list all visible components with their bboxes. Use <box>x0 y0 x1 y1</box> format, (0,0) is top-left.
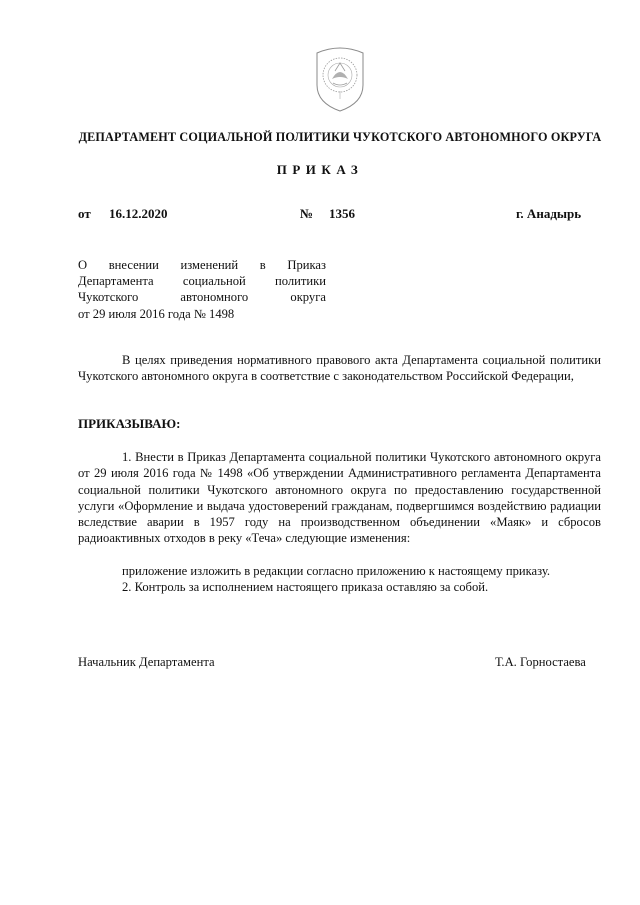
item-2-paragraph: 2. Контроль за исполнением настоящего приказа оставляю за собой. <box>122 580 489 594</box>
subject-line: Чукотского автономного округа <box>78 290 326 305</box>
subject-line: О внесении изменений в Приказ <box>78 258 326 272</box>
subject-line: от 29 июля 2016 года № 1498 <box>78 306 235 321</box>
subject-line: Департамента социальной политики <box>78 274 326 289</box>
preamble-paragraph: В целях приведения нормативного правового акта Департамента социальной политики Чукотского автономного округа в соответствие с законодательством Российской Федерации, <box>78 353 601 384</box>
document-title: ПРИКАЗ <box>276 162 364 177</box>
number-label: № <box>300 206 314 221</box>
signatory-name: Т.А. Горностаева <box>495 655 586 669</box>
order-subject <box>78 257 326 322</box>
coat-of-arms-icon <box>311 45 369 113</box>
date-from-label: от <box>78 206 91 221</box>
order-word: ПРИКАЗЫВАЮ: <box>78 416 181 431</box>
item-1-paragraph: 1. Внести в Приказ Департамента социальной политики Чукотского автономного округа от 29 июля 2016 года № 1498 «Об утверждении Административного регламента Департамента социальной политики Чукотского автономного округа по предоставлению государственной услуги «Оформление и выдача удостоверений гражданам, подвергшимся воздействию радиации вследствие аварии в 1957 году на производственном объединении «Маяк» и сбросов радиоактивных отходов в реку «Теча» следующие изменения: <box>78 450 601 546</box>
item-1-detail: приложение изложить в редакции согласно приложению к настоящему приказу. <box>122 564 551 578</box>
department-header: ДЕПАРТАМЕНТ СОЦИАЛЬНОЙ ПОЛИТИКИ ЧУКОТСКОГО АВТОНОМНОГО ОКРУГА <box>78 130 602 144</box>
place-of-issue: г. Анадырь <box>516 206 582 221</box>
order-date: 16.12.2020 <box>109 206 168 221</box>
signatory-position: Начальник Департамента <box>78 655 215 669</box>
order-number: 1356 <box>329 206 355 221</box>
